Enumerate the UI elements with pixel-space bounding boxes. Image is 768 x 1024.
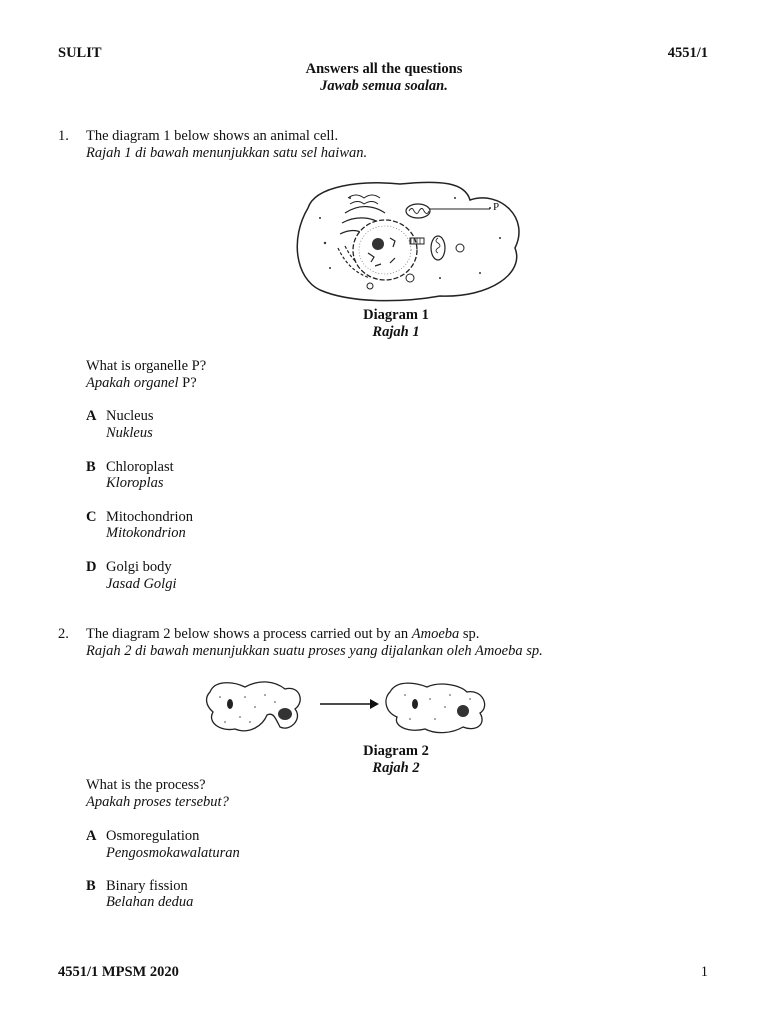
q1-option-d-letter: D <box>86 559 97 575</box>
q1-number: 1. <box>58 128 69 144</box>
q1-caption-en: Diagram 1 <box>363 307 429 323</box>
q1-question-ms <box>86 375 197 392</box>
q1-option-c-ms: Mitokondrion <box>106 525 186 541</box>
instructions-ms: Jawab semua soalan. <box>320 78 448 94</box>
q2-option-b-en: Binary fission <box>106 878 188 894</box>
q1-caption-ms: Rajah 1 <box>372 324 420 340</box>
q1-question-en: What is organelle P? <box>86 358 207 374</box>
q2-option-b-ms: Belahan dedua <box>106 894 194 910</box>
q1-option-c-letter: C <box>86 509 97 525</box>
footer-left: 4551/1 MPSM 2020 <box>58 964 179 980</box>
q2-option-b-letter: B <box>86 878 96 894</box>
q1-question-ms-p: P <box>182 375 191 391</box>
q1-option-b-en: Chloroplast <box>106 459 174 475</box>
q2-stem-en-prefix: The diagram 2 below shows a process carried out by an <box>86 626 412 642</box>
q2-number: 2. <box>58 626 69 642</box>
label-p: P <box>493 201 500 213</box>
q2-option-a-en: Osmoregulation <box>106 828 200 844</box>
amoeba-diagram <box>205 677 495 737</box>
instructions-en: Answers all the questions <box>305 61 463 77</box>
q2-question-ms: Apakah proses tersebut? <box>86 794 229 810</box>
q1-question-ms-suffix: ? <box>190 375 197 391</box>
q2-stem-ms: Rajah 2 di bawah menunjukkan suatu proses yang dijalankan oleh Amoeba sp. <box>86 643 543 659</box>
header-right: 4551/1 <box>667 45 708 61</box>
q1-option-a-ms: Nukleus <box>106 425 153 441</box>
q1-option-a-en: Nucleus <box>106 408 154 424</box>
q2-question-en: What is the process? <box>86 777 206 793</box>
q2-caption-ms: Rajah 2 <box>372 760 420 776</box>
q1-option-d-ms: Jasad Golgi <box>106 576 177 592</box>
q2-option-a-letter: A <box>86 828 97 844</box>
animal-cell-diagram <box>290 178 530 303</box>
q1-option-a-letter: A <box>86 408 97 424</box>
q1-option-b-letter: B <box>86 459 96 475</box>
q1-stem-ms: Rajah 1 di bawah menunjukkan satu sel haiwan. <box>86 145 368 161</box>
q1-question-ms-prefix: Apakah organel <box>86 375 183 391</box>
q1-option-d-en: Golgi body <box>106 559 172 575</box>
header-left: SULIT <box>58 45 102 61</box>
q2-option-a-ms: Pengosmokawalaturan <box>106 845 240 861</box>
q2-stem-en <box>86 626 479 643</box>
q2-stem-en-suffix: sp. <box>459 626 480 642</box>
q2-caption-en: Diagram 2 <box>363 743 429 759</box>
q2-stem-en-italic: Amoeba <box>411 626 460 642</box>
page-number: 1 <box>700 964 708 980</box>
q1-option-b-ms: Kloroplas <box>106 475 164 491</box>
q1-option-c-en: Mitochondrion <box>106 509 193 525</box>
q1-stem-en: The diagram 1 below shows an animal cell. <box>86 128 339 144</box>
